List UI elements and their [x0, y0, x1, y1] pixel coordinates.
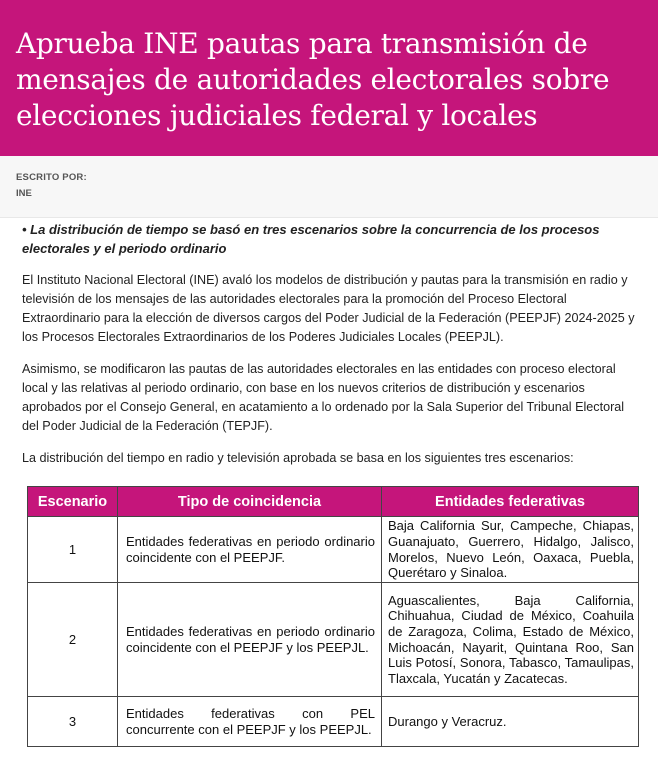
column-header-entidades: Entidades federativas — [382, 487, 639, 517]
cell-tipo: Entidades federativas con PEL concurrente con el PEEPJF y los PEEPJL. — [118, 697, 382, 747]
table-row — [28, 517, 639, 583]
cell-tipo: Entidades federativas en periodo ordinario coincidente con el PEEPJF y los PEEPJL. — [118, 583, 382, 697]
article-lead: • La distribución de tiempo se basó en tres escenarios sobre la concurrencia de los procesos electorales y el periodo ordinario — [22, 222, 600, 256]
cell-escenario: 1 — [28, 517, 118, 583]
article-paragraph-1: El Instituto Nacional Electoral (INE) avaló los modelos de distribución y pautas para la transmisión en radio y televisión de los mensajes de las autoridades electorales para la promoción del Proceso Electoral Extraordinario para la elección de diversos cargos del Poder Judicial de la Federación (PEEPJF) 2024-2025 y los Procesos Electorales Extraordinarios de los Poderes Judiciales Locales (PEEPJL). — [22, 273, 635, 344]
article-title: Aprueba INE pautas para transmisión de mensajes de autoridades electorales sobre elecciones judiciales federal y locales — [16, 27, 610, 132]
column-header-escenario: Escenario — [28, 487, 118, 517]
article-body — [22, 220, 642, 468]
cell-escenario: 2 — [28, 583, 118, 697]
cell-entidades: Baja California Sur, Campeche, Chiapas, Guanajuato, Guerrero, Hidalgo, Jalisco, Morelos, Nuevo León, Oaxaca, Puebla, Querétaro y Sinaloa. — [382, 517, 639, 583]
cell-entidades: Aguascalientes, Baja California, Chihuahua, Ciudad de México, Coahuila de Zaragoza, Colima, Estado de México, Michoacán, Nayarit, Quintana Roo, San Luis Potosí, Sonora, Tabasco, Tamaulipas, Tlaxcala, Yucatán y Zacatecas. — [382, 583, 639, 697]
table-header-row — [28, 487, 639, 517]
byline-author: INE — [16, 188, 32, 199]
scenarios-table — [27, 486, 639, 747]
table-row — [28, 697, 639, 747]
article-paragraph-2: Asimismo, se modificaron las pautas de las autoridades electorales en las entidades con proceso electoral local y las relativas al periodo ordinario, con base en los nuevos criterios de distribución y escenarios aprobados por el Consejo General, en acatamiento a lo ordenado por la Sala Superior del Tribunal Electoral del Poder Judicial de la Federación (TEPJF). — [22, 362, 625, 433]
byline-label: ESCRITO POR: — [16, 172, 87, 183]
cell-entidades: Durango y Veracruz. — [382, 697, 639, 747]
article-paragraph-3: La distribución del tiempo en radio y televisión aprobada se basa en los siguientes tres escenarios: — [22, 451, 574, 465]
cell-escenario: 3 — [28, 697, 118, 747]
table-row — [28, 583, 639, 697]
cell-tipo: Entidades federativas en periodo ordinario coincidente con el PEEPJF. — [118, 517, 382, 583]
column-header-tipo: Tipo de coincidencia — [118, 487, 382, 517]
byline-box — [0, 156, 658, 218]
